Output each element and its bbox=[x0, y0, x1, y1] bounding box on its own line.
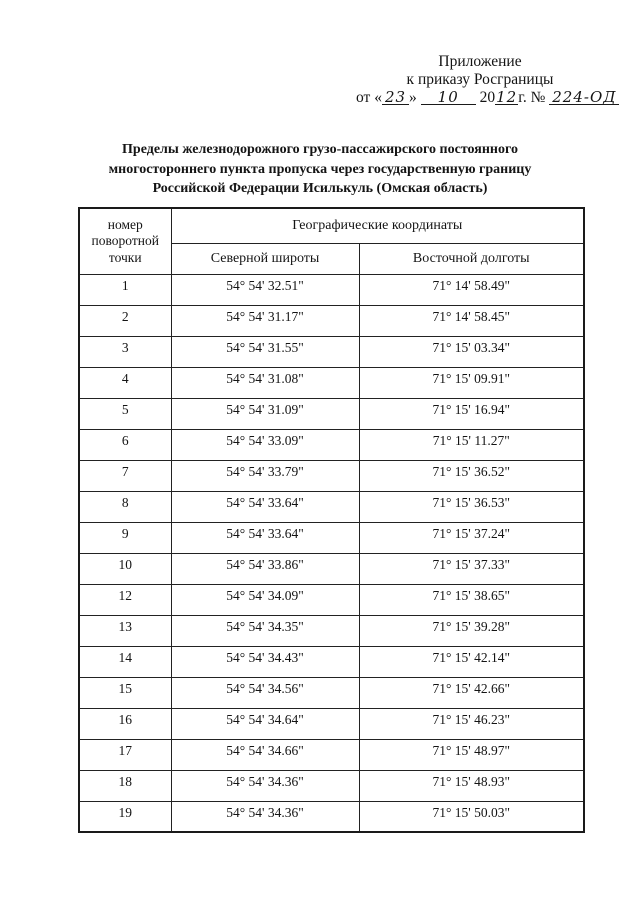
latitude-value: 54° 54' 32.51" bbox=[171, 274, 359, 305]
year-printed: 20 bbox=[479, 89, 496, 106]
longitude-header: Восточной долготы bbox=[359, 243, 584, 274]
point-number: 16 bbox=[79, 708, 171, 739]
document-title bbox=[0, 140, 640, 199]
latitude-value: 54° 54' 34.35" bbox=[171, 615, 359, 646]
latitude-header: Северной широты bbox=[171, 243, 359, 274]
longitude-value: 71° 15' 48.93" bbox=[359, 770, 584, 801]
point-number: 10 bbox=[79, 553, 171, 584]
appendix-line-1: Приложение bbox=[438, 53, 522, 70]
table-row bbox=[79, 398, 584, 429]
longitude-value: 71° 15' 42.66" bbox=[359, 677, 584, 708]
point-number: 18 bbox=[79, 770, 171, 801]
year-suffix: г. № bbox=[518, 89, 546, 106]
group-header: Географические координаты bbox=[171, 208, 584, 243]
longitude-value: 71° 15' 11.27" bbox=[359, 429, 584, 460]
appendix-header bbox=[356, 53, 617, 107]
title-line-2: многостороннего пункта пропуска через государственную границу bbox=[108, 161, 532, 177]
longitude-value: 71° 15' 16.94" bbox=[359, 398, 584, 429]
point-number: 19 bbox=[79, 801, 171, 832]
table-row bbox=[79, 367, 584, 398]
point-number: 6 bbox=[79, 429, 171, 460]
longitude-value: 71° 15' 36.53" bbox=[359, 491, 584, 522]
latitude-value: 54° 54' 31.09" bbox=[171, 398, 359, 429]
date-prefix: от « bbox=[356, 89, 382, 106]
table-row bbox=[79, 429, 584, 460]
handwritten-day: 23 bbox=[382, 90, 409, 105]
point-number: 2 bbox=[79, 305, 171, 336]
table-row bbox=[79, 491, 584, 522]
coordinates-table bbox=[78, 207, 585, 833]
table-row bbox=[79, 615, 584, 646]
table-row bbox=[79, 336, 584, 367]
point-number: 13 bbox=[79, 615, 171, 646]
point-number: 15 bbox=[79, 677, 171, 708]
table-row bbox=[79, 677, 584, 708]
longitude-value: 71° 14' 58.49" bbox=[359, 274, 584, 305]
latitude-value: 54° 54' 34.36" bbox=[171, 801, 359, 832]
handwritten-order-number: 224-ОД bbox=[549, 90, 619, 105]
latitude-value: 54° 54' 31.08" bbox=[171, 367, 359, 398]
table-row bbox=[79, 739, 584, 770]
latitude-value: 54° 54' 34.36" bbox=[171, 770, 359, 801]
table-row bbox=[79, 646, 584, 677]
appendix-date-line bbox=[356, 88, 617, 107]
latitude-value: 54° 54' 34.09" bbox=[171, 584, 359, 615]
latitude-value: 54° 54' 31.17" bbox=[171, 305, 359, 336]
latitude-value: 54° 54' 33.79" bbox=[171, 460, 359, 491]
longitude-value: 71° 15' 46.23" bbox=[359, 708, 584, 739]
latitude-value: 54° 54' 34.64" bbox=[171, 708, 359, 739]
table-row bbox=[79, 801, 584, 832]
latitude-value: 54° 54' 34.66" bbox=[171, 739, 359, 770]
longitude-value: 71° 15' 42.14" bbox=[359, 646, 584, 677]
latitude-value: 54° 54' 34.43" bbox=[171, 646, 359, 677]
table-row bbox=[79, 584, 584, 615]
table-row bbox=[79, 708, 584, 739]
longitude-value: 71° 15' 48.97" bbox=[359, 739, 584, 770]
handwritten-month: 10 bbox=[421, 90, 476, 105]
latitude-value: 54° 54' 34.56" bbox=[171, 677, 359, 708]
point-number: 14 bbox=[79, 646, 171, 677]
longitude-value: 71° 15' 37.33" bbox=[359, 553, 584, 584]
longitude-value: 71° 15' 38.65" bbox=[359, 584, 584, 615]
appendix-line-2: к приказу Росграницы bbox=[406, 70, 554, 88]
table-row bbox=[79, 770, 584, 801]
point-number: 17 bbox=[79, 739, 171, 770]
latitude-value: 54° 54' 33.09" bbox=[171, 429, 359, 460]
longitude-value: 71° 15' 37.24" bbox=[359, 522, 584, 553]
point-number: 9 bbox=[79, 522, 171, 553]
corner-header: номер поворотной точки bbox=[79, 208, 171, 274]
title-line-3: Российской Федерации Исилькуль (Омская область) bbox=[152, 181, 488, 196]
point-number: 7 bbox=[79, 460, 171, 491]
table-row bbox=[79, 522, 584, 553]
point-number: 8 bbox=[79, 491, 171, 522]
table-header bbox=[79, 208, 584, 274]
handwritten-year: 12 bbox=[496, 88, 518, 106]
point-number: 3 bbox=[79, 336, 171, 367]
point-number: 12 bbox=[79, 584, 171, 615]
coordinate-rows bbox=[79, 274, 584, 832]
point-number: 1 bbox=[79, 274, 171, 305]
latitude-value: 54° 54' 33.64" bbox=[171, 522, 359, 553]
latitude-value: 54° 54' 33.64" bbox=[171, 491, 359, 522]
longitude-value: 71° 14' 58.45" bbox=[359, 305, 584, 336]
title-line-1: Пределы железнодорожного грузо-пассажирского постоянного bbox=[122, 142, 518, 157]
latitude-value: 54° 54' 33.86" bbox=[171, 553, 359, 584]
longitude-value: 71° 15' 36.52" bbox=[359, 460, 584, 491]
date-quote-close: » bbox=[409, 89, 417, 106]
table-row bbox=[79, 274, 584, 305]
point-number: 4 bbox=[79, 367, 171, 398]
longitude-value: 71° 15' 39.28" bbox=[359, 615, 584, 646]
table-row bbox=[79, 553, 584, 584]
point-number: 5 bbox=[79, 398, 171, 429]
table-row bbox=[79, 460, 584, 491]
longitude-value: 71° 15' 09.91" bbox=[359, 367, 584, 398]
latitude-value: 54° 54' 31.55" bbox=[171, 336, 359, 367]
longitude-value: 71° 15' 03.34" bbox=[359, 336, 584, 367]
table-row bbox=[79, 305, 584, 336]
longitude-value: 71° 15' 50.03" bbox=[359, 801, 584, 832]
